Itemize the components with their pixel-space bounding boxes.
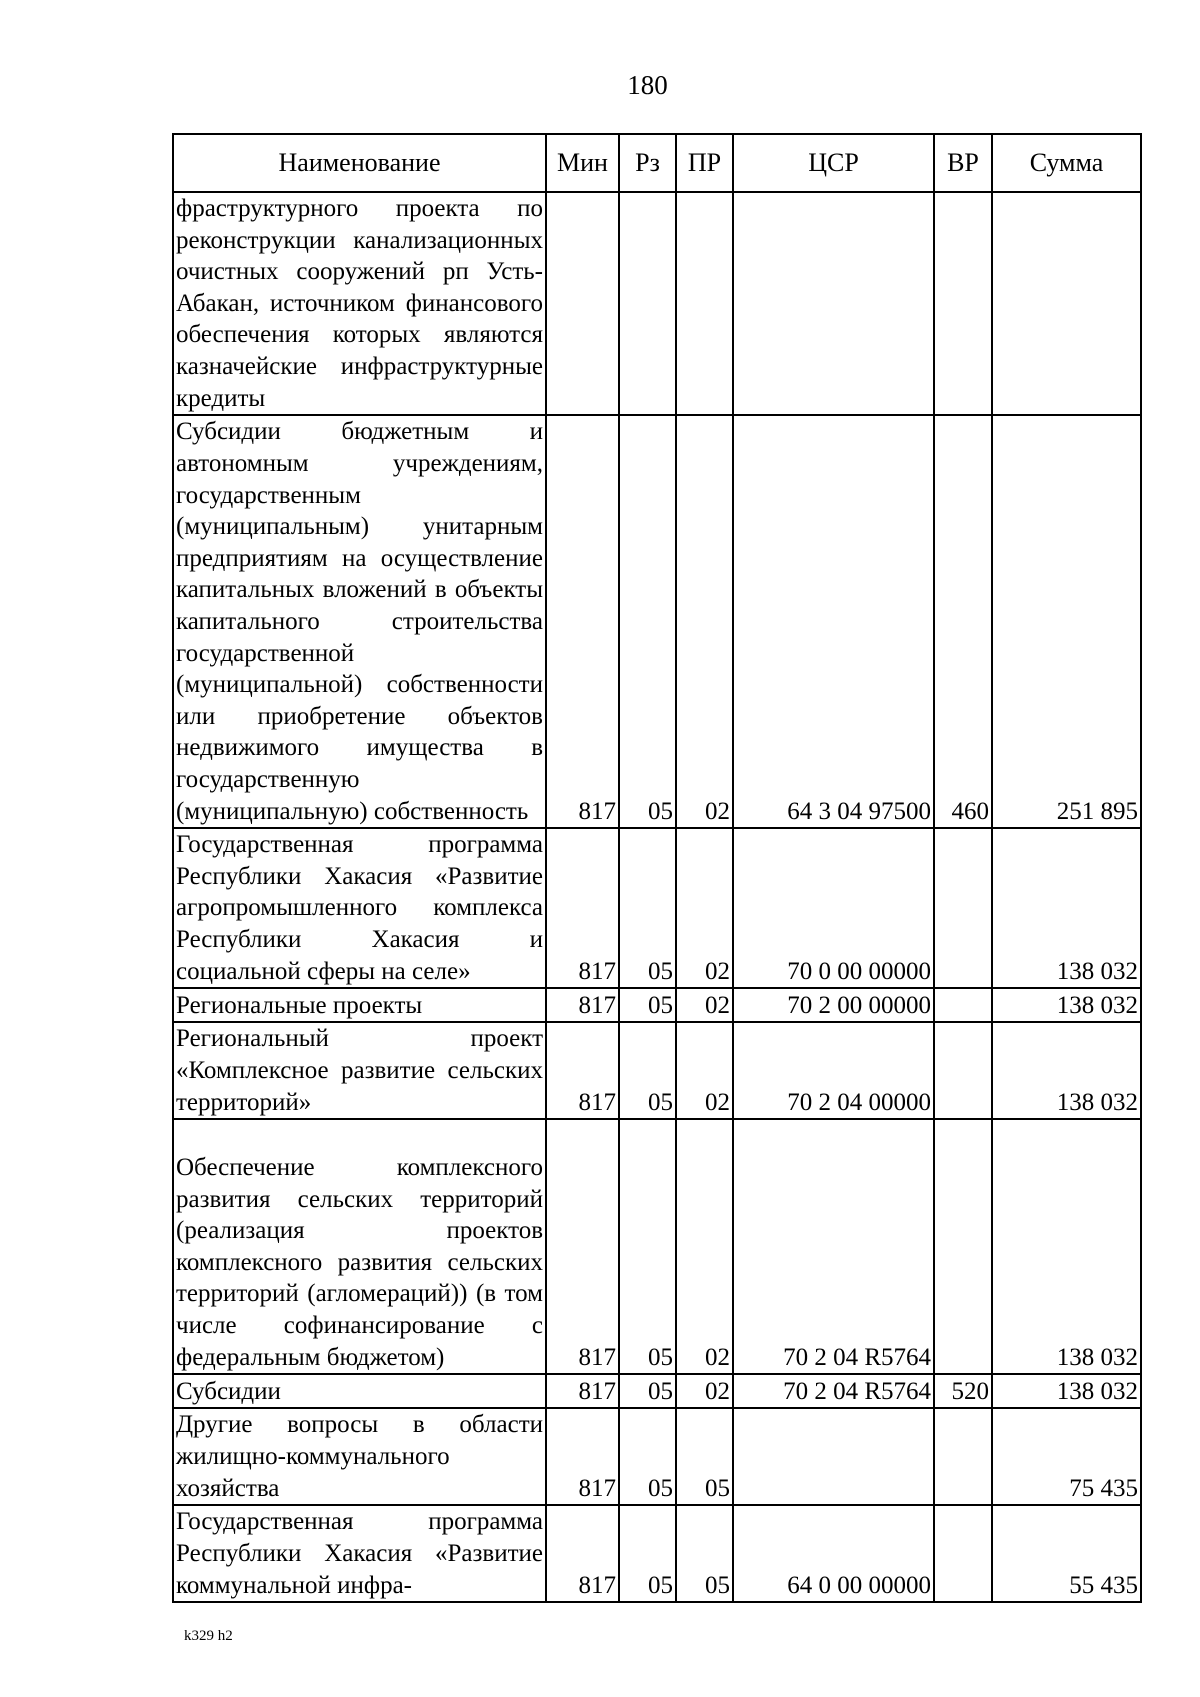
row-csr: 70 2 04 00000 (733, 1022, 934, 1119)
row-name: Региональный проект «Комплексное развитие сельских территорий» (173, 1022, 546, 1119)
row-rz: 05 (619, 1374, 676, 1408)
col-header-vr: ВР (934, 134, 992, 192)
row-sum: 75 435 (992, 1408, 1141, 1505)
row-name: Субсидии (173, 1374, 546, 1408)
row-vr (934, 1505, 992, 1602)
row-rz: 05 (619, 988, 676, 1022)
row-csr: 70 0 00 00000 (733, 828, 934, 988)
row-name: Другие вопросы в области жилищно-коммунального хозяйства (173, 1408, 546, 1505)
row-name: Обеспечение комплексного развития сельских территорий (реализация проектов комплексного развития сельских территорий (агломераций)) (в том числе софинансирование с федеральным бюджетом) (173, 1119, 546, 1374)
table-row (173, 1408, 1141, 1505)
row-name: фраструктурного проекта по реконструкции канализационных очистных сооружений рп Усть-Абакан, источником финансового обеспечения которых являются казначейские инфраструктурные кредиты (173, 192, 546, 415)
table-row (173, 1022, 1141, 1119)
col-header-csr: ЦСР (733, 134, 934, 192)
row-pr: 02 (676, 828, 733, 988)
row-vr (934, 828, 992, 988)
row-min: 817 (546, 1119, 619, 1374)
row-sum: 138 032 (992, 828, 1141, 988)
row-csr: 70 2 00 00000 (733, 988, 934, 1022)
col-header-min: Мин (546, 134, 619, 192)
budget-table (172, 133, 1142, 1603)
row-sum: 138 032 (992, 988, 1141, 1022)
row-rz: 05 (619, 828, 676, 988)
col-header-rz: Рз (619, 134, 676, 192)
table-header-row (173, 134, 1141, 192)
row-min: 817 (546, 1408, 619, 1505)
table-row (173, 192, 1141, 415)
row-pr: 02 (676, 1022, 733, 1119)
row-csr: 64 0 00 00000 (733, 1505, 934, 1602)
row-pr (676, 192, 733, 415)
row-csr: 64 3 04 97500 (733, 415, 934, 828)
row-min: 817 (546, 1374, 619, 1408)
table-row (173, 828, 1141, 988)
row-rz (619, 192, 676, 415)
row-min: 817 (546, 415, 619, 828)
row-name: Государственная программа Республики Хакасия «Развитие коммунальной инфра- (173, 1505, 546, 1602)
row-vr: 460 (934, 415, 992, 828)
row-csr: 70 2 04 R5764 (733, 1374, 934, 1408)
row-rz: 05 (619, 415, 676, 828)
footer-document-code: k329 h2 (184, 1628, 233, 1644)
row-pr: 05 (676, 1408, 733, 1505)
row-sum: 138 032 (992, 1119, 1141, 1374)
row-min: 817 (546, 1022, 619, 1119)
page-number: 180 (627, 70, 668, 100)
row-min: 817 (546, 828, 619, 988)
col-header-pr: ПР (676, 134, 733, 192)
col-header-sum: Сумма (992, 134, 1141, 192)
row-pr: 02 (676, 1374, 733, 1408)
table-row (173, 1374, 1141, 1408)
row-pr: 02 (676, 988, 733, 1022)
row-vr: 520 (934, 1374, 992, 1408)
table-row (173, 1119, 1141, 1374)
row-sum (992, 192, 1141, 415)
row-rz: 05 (619, 1119, 676, 1374)
row-name: Региональные проекты (173, 988, 546, 1022)
row-rz: 05 (619, 1408, 676, 1505)
row-csr (733, 1408, 934, 1505)
table-row (173, 988, 1141, 1022)
row-sum: 138 032 (992, 1374, 1141, 1408)
table-row (173, 1505, 1141, 1602)
row-min: 817 (546, 1505, 619, 1602)
row-sum: 138 032 (992, 1022, 1141, 1119)
row-rz: 05 (619, 1022, 676, 1119)
row-pr: 05 (676, 1505, 733, 1602)
col-header-name: Наименование (173, 134, 546, 192)
table-row (173, 415, 1141, 828)
row-vr (934, 1119, 992, 1374)
row-csr: 70 2 04 R5764 (733, 1119, 934, 1374)
row-rz: 05 (619, 1505, 676, 1602)
row-min (546, 192, 619, 415)
row-vr (934, 192, 992, 415)
row-csr (733, 192, 934, 415)
row-vr (934, 1022, 992, 1119)
row-vr (934, 1408, 992, 1505)
row-pr: 02 (676, 415, 733, 828)
row-vr (934, 988, 992, 1022)
row-min: 817 (546, 988, 619, 1022)
row-name: Субсидии бюджетным и автономным учреждениям, государственным (муниципальным) унитарным предприятиям на осуществление капитальных вложений в объекты капитального строительства государственной (муниципальной) собственности или приобретение объектов недвижимого имущества в государственную (муниципальную) собственность (173, 415, 546, 828)
row-sum: 55 435 (992, 1505, 1141, 1602)
row-name: Государственная программа Республики Хакасия «Развитие агропромышленного комплекса Республики Хакасия и социальной сферы на селе» (173, 828, 546, 988)
row-sum: 251 895 (992, 415, 1141, 828)
row-pr: 02 (676, 1119, 733, 1374)
